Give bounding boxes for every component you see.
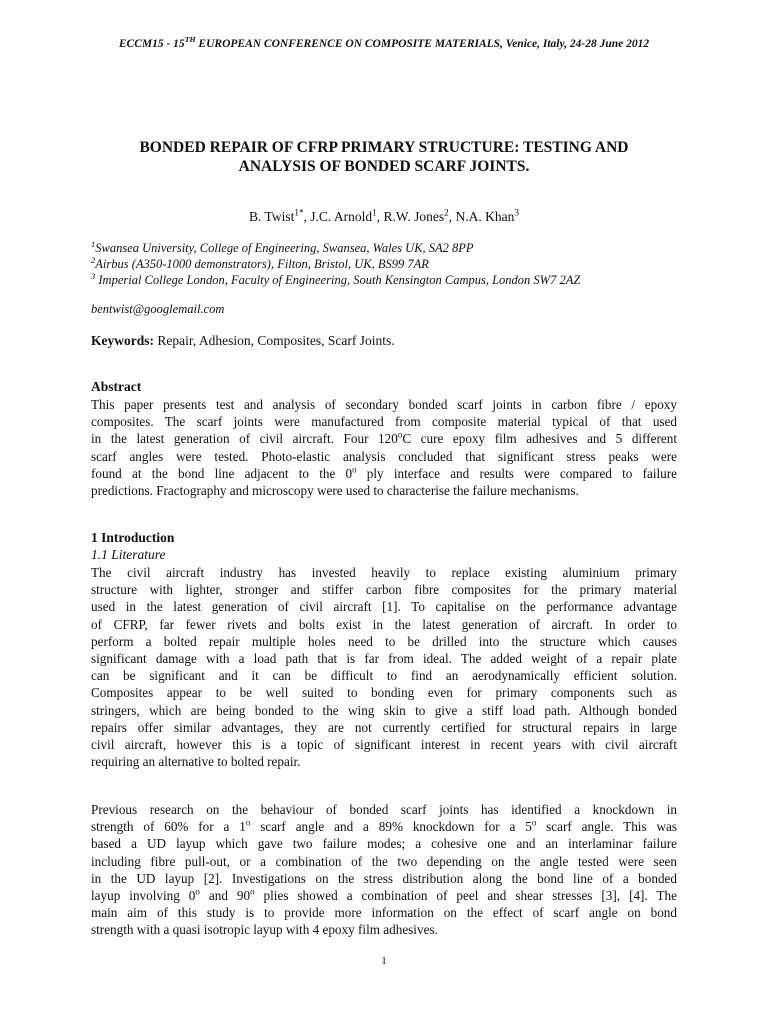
section-heading-introduction: 1 Introduction [91,530,175,545]
abstract-heading: Abstract [91,379,142,394]
text-line: strength with a quasi isotropic layup with 4 epoxy film adhesives. [91,922,438,938]
intro-paragraph-2 [91,801,677,939]
text-line: used in the latest generation of civil aircraft [1]. To capitalise on the performance advantage [91,599,677,615]
author-name: J.C. Arnold [310,209,373,224]
text-line: stringers, which are being bonded to the wing skin to give a stiff load path. Although bonded [91,702,677,718]
author-name: N.A. Khan [455,209,515,224]
text-line: perform a bolted repair multiple holes need to be drilled into the structure which causes [91,633,677,649]
affiliation-line: $^3$ Imperial College London, Faculty of Engineering, South Kensington Campus, London SW7 2AZ [91,270,581,287]
keywords [91,333,395,349]
text-line: can be significant and it can be difficult to find an aerodynamically efficient solution. [91,668,677,684]
text-line: scarf angles were tested. Photo-elastic analysis concluded that significant stress peaks were [91,448,677,464]
title-line-1: BONDED REPAIR OF CFRP PRIMARY STRUCTURE: TESTING AND [139,139,629,156]
title-line-2: ANALYSIS OF BONDED SCARF JOINTS. [238,158,530,175]
author-name: R.W. Jones [383,209,445,224]
text-line: Previous research on the behaviour of bonded scarf joints has identified a knockdown in [91,802,677,817]
intro-paragraph-1 [91,564,677,770]
affiliation-marker: 2 [444,207,449,218]
text-line: including fibre pull-out, or a combination of the two depending on the angle tested were seen [91,853,677,869]
page-number: 1 [381,955,387,967]
text-line: in the latest generation of civil aircraft. Four 120$^o$C cure epoxy film adhesives and 5 different [91,430,677,447]
text-line: significant damage with a load path that is far from ideal. The added weight of a repair plate [91,651,677,667]
affiliation-marker: 1 [372,207,377,218]
affiliation-marker: 1* [294,207,304,218]
text-line: requiring an alternative to bolted repair. [91,754,301,770]
keywords-label: Keywords: [91,333,154,348]
abstract-body [91,396,677,499]
text-line: composites. The scarf joints were manufactured from composite material typical of that used [91,414,677,430]
affiliation-marker: 3 [514,207,519,218]
author-name: B. Twist [249,209,295,224]
text-line: The civil aircraft industry has invested heavily to replace existing aluminium primary [91,565,677,580]
text-line: in the UD layup [2]. Investigations on the stress distribution along the bond line of a bonded [91,870,677,886]
text-line: structure with lighter, stronger and stiffer carbon fibre composites for the primary material [91,582,677,598]
text-line: civil aircraft, however this is a topic of significant interest in recent years with civil aircraft [91,737,677,753]
text-line: This paper presents test and analysis of secondary bonded scarf joints in carbon fibre / epoxy [91,397,677,412]
text-line: found at the bond line adjacent to the 0$^o$ ply interface and results were compared to failure [91,464,677,481]
paper-title [60,138,708,176]
text-line: strength of 60% for a 1$^o$ scarf angle and a 89% knockdown for a 5$^o$ scarf angle. This was [91,817,677,835]
text-line: based a UD layup which gave two failure modes; a cohesive one and an interlaminar failure [91,836,677,852]
subsection-heading-literature: 1.1 Literature [91,547,166,562]
text-line: main aim of this study is to provide more information on the effect of scarf angle on bond [91,905,677,921]
conference-header: ECCM15 - 15TH EUROPEAN CONFERENCE ON COMPOSITE MATERIALS, Venice, Italy, 24-28 June 2012 [118,35,650,50]
text-line: of CFRP, far fewer rivets and bolts exist in the latest generation of aircraft. In order to [91,616,677,632]
text-line: predictions. Fractography and microscopy were used to characterise the failure mechanisms. [91,483,579,499]
contact-email: bentwist@googlemail.com [91,302,225,316]
affiliation-line: $^1$Swansea University, College of Engineering, Swansea, Wales UK, SA2 8PP [91,238,474,255]
text-line: Composites appear to be well suited to bonding even for primary components such as [91,685,677,701]
affiliation-line: $^2$Airbus (A350-1000 demonstrators), Filton, Bristol, UK, BS99 7AR [91,254,429,271]
author-list: B. Twist$^{1*}$, J.C. Arnold$^1$, R.W. Jones$^2$, N.A. Khan$^3$ [249,207,519,224]
text-line: repairs offer similar advantages, they are not currently certified for structural repairs in large [91,719,677,735]
text-line: layup involving 0$^o$ and 90$^o$ plies showed a combination of peel and shear stresses [3], [4]. The [91,886,677,904]
affiliations [91,240,691,288]
keywords-value: Repair, Adhesion, Composites, Scarf Joints. [154,333,395,348]
